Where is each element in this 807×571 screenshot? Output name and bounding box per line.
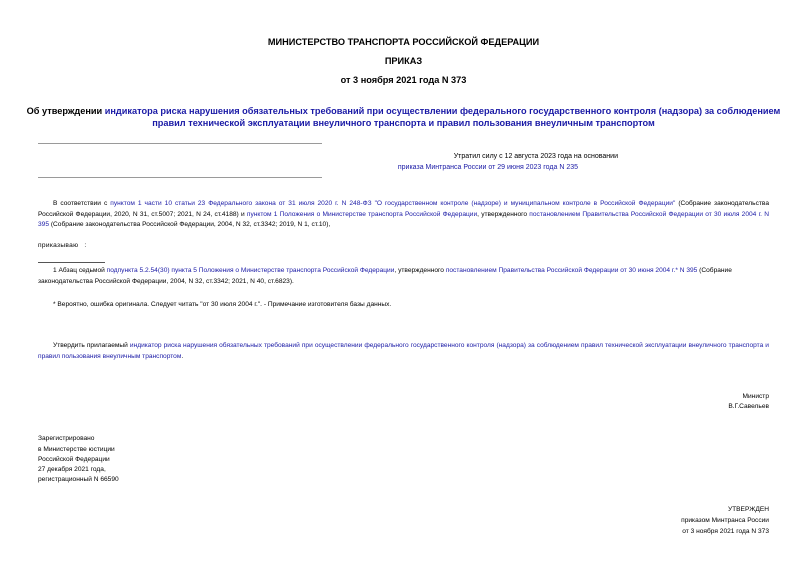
- signature-position: Министр: [742, 393, 769, 400]
- approved-by-order: приказом Минтранса России: [681, 517, 769, 524]
- divider: [38, 177, 322, 178]
- title-prefix: Об утверждении: [26, 106, 105, 116]
- preamble-text: (Собрание законодательства Российской Федерации, 2004, N 32, ст.3342; 2019, N 1, ст.10),: [49, 221, 331, 228]
- order-word: [38, 241, 87, 252]
- order-word-text: приказываю: [38, 242, 79, 249]
- registration-line: 27 декабря 2021 года,: [38, 466, 106, 473]
- document-date-number: от 3 ноября 2021 года N 373: [340, 75, 467, 85]
- signature-name: В.Г.Савельев: [728, 403, 769, 410]
- title-link-continued[interactable]: правил технической эксплуатации внеуличного транспорта и правил пользования внеуличным транспортом: [152, 118, 655, 128]
- footnote-text: , утвержденного: [394, 267, 446, 274]
- title-link[interactable]: индикатора риска нарушения обязательных требований при осуществлении федерального государственного контроля (надзора) за соблюдением: [104, 106, 781, 116]
- preamble-link-federal-law[interactable]: пунктом 1 части 10 статьи 23 Федерального закона от 31 июля 2020 г. N 248-ФЗ "О государственном контроле (надзоре) и муниципальном контроле в Российской Федерации": [110, 200, 676, 207]
- preamble-paragraph: [38, 199, 769, 231]
- registration-line: Российской Федерации: [38, 456, 110, 463]
- preamble-text: (Собрание законодательства Российской Федерации, 2020, N 31, ст.5007; 2021, N 24, ст.4188) и: [38, 200, 769, 218]
- document-type: ПРИКАЗ: [384, 56, 423, 66]
- status-link[interactable]: приказа Минтранса России от 29 июня 2023 года N 235: [397, 164, 578, 171]
- footnote-text: (Собрание законодательства Российской Федерации, 2004, N 32, ст.3342; 2021, N 40, ст.6823).: [38, 267, 732, 285]
- preamble-link-regulation[interactable]: пунктом 1 Положения о Министерстве транспорта Российской Федерации: [246, 210, 478, 218]
- approve-text: Утвердить прилагаемый: [53, 342, 130, 349]
- preamble-text: В соответствии с: [53, 200, 111, 207]
- footnote-paragraph: [38, 266, 773, 287]
- footnote-divider: [38, 262, 105, 263]
- divider: [38, 143, 322, 144]
- order-word-suffix: :: [84, 242, 87, 249]
- approve-paragraph: [38, 341, 769, 362]
- approve-link-indicator[interactable]: индикатор риска нарушения обязательных требований при осуществлении федерального государственного контроля (надзора) за соблюдением правил технической эксплуатации внеуличного транспорта и правил пользования внеуличным транспортом: [38, 342, 769, 360]
- document-title: [0, 105, 807, 117]
- approve-text: .: [181, 352, 184, 360]
- ministry-heading: МИНИСТЕРСТВО ТРАНСПОРТА РОССИЙСКОЙ ФЕДЕРАЦИИ: [267, 37, 540, 47]
- approved-date-number: от 3 ноября 2021 года N 373: [682, 528, 769, 535]
- footnote-link-decree[interactable]: постановлением Правительства Российской Федерации от 30 июня 2004 г.* N 395: [445, 267, 698, 274]
- preamble-link-decree[interactable]: постановлением Правительства Российской Федерации от 30 июля 2004 г. N 395: [38, 210, 769, 228]
- registration-line: Зарегистрировано: [38, 435, 95, 442]
- preamble-text: , утвержденного: [477, 210, 530, 218]
- status-text: Утратил силу с 12 августа 2023 года на основании: [453, 153, 618, 160]
- registration-line: в Министерстве юстиции: [38, 446, 115, 453]
- approved-label: УТВЕРЖДЕН: [727, 506, 769, 513]
- footnote-marker: 1: [53, 267, 57, 274]
- footnote-text: Абзац седьмой: [56, 267, 107, 274]
- footnote-link-regulation[interactable]: подпункта 5.2.54(30) пункта 5 Положения о Министерстве транспорта Российской Федерации: [106, 267, 395, 274]
- footnote-note: * Вероятно, ошибка оригинала. Следует читать "от 30 июля 2004 г.". - Примечание изготовителя базы данных.: [53, 301, 392, 308]
- registration-line: регистрационный N 66590: [38, 476, 119, 483]
